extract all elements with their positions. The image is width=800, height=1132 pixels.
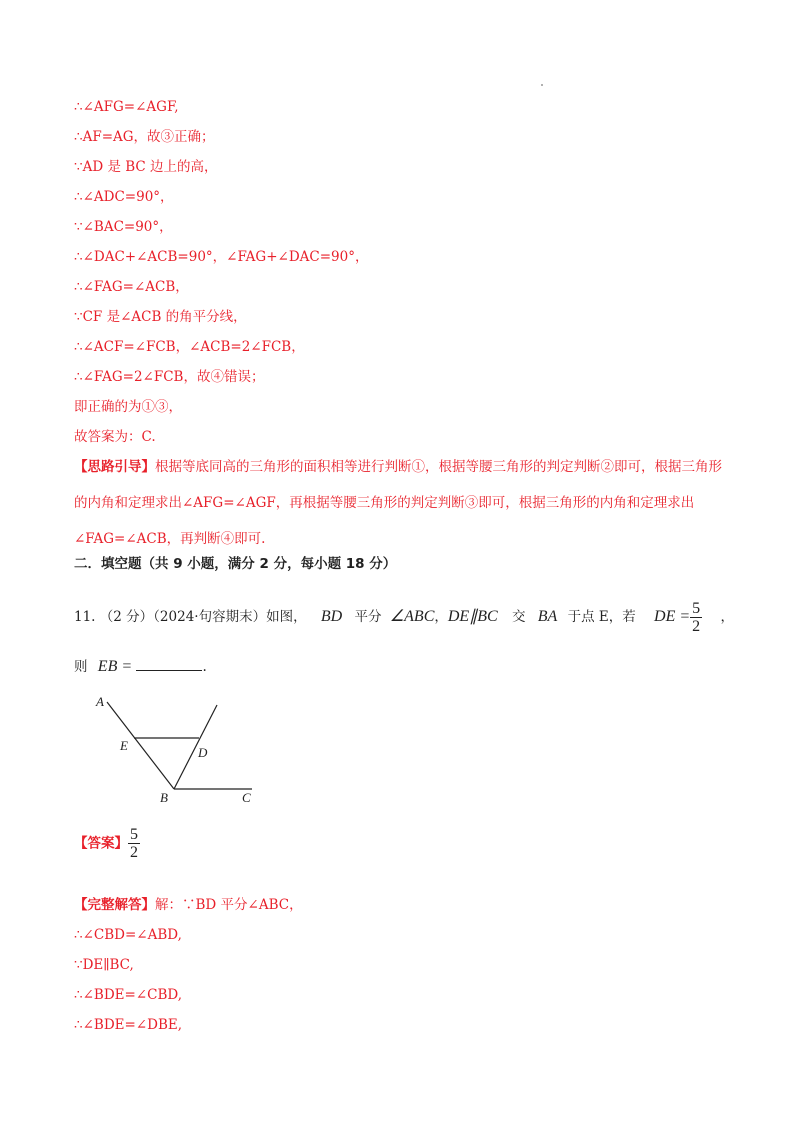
section-heading: 二．填空题（共 9 小题，满分 2 分，每小题 18 分） — [74, 556, 397, 572]
math-de: DE = — [654, 608, 691, 625]
page-mark — [541, 84, 543, 86]
question-score: （2 分） — [99, 609, 154, 625]
answer-blank — [136, 656, 202, 671]
question-text: 交 — [511, 609, 526, 625]
question-text: 如图， — [266, 609, 307, 625]
solution-line: ∵CF 是∠ACB 的角平分线， — [74, 309, 247, 325]
math-eb: EB = — [97, 658, 133, 675]
solution-line: 故答案为：C. — [74, 429, 156, 445]
ray-bd — [174, 705, 217, 789]
solution-line: ∴AF=AG，故③正确； — [74, 129, 215, 145]
hint-paragraph — [74, 449, 734, 557]
solution-line: ∴∠BDE=∠CBD, — [74, 987, 183, 1003]
math-ba: BA — [537, 608, 558, 625]
label-b: B — [160, 790, 168, 805]
solution-line: ∴∠BDE=∠DBE, — [74, 1017, 183, 1033]
question-comma: ， — [434, 609, 448, 625]
fraction-numerator: 5 — [130, 826, 138, 843]
question-source: （2024·句容期末） — [153, 609, 267, 625]
label-e: E — [120, 738, 128, 753]
math-parallel: DE∥BC — [447, 608, 498, 625]
question-text: 平分 — [354, 609, 382, 625]
solution-line: ∵AD 是 BC 边上的高， — [74, 159, 218, 175]
label-c: C — [242, 790, 251, 805]
solution-line: ∴∠CBD=∠ABD, — [74, 927, 182, 943]
question-11-line2 — [74, 656, 207, 676]
solution-line: ∵∠BAC=90°， — [74, 219, 173, 235]
geometry-figure — [90, 690, 270, 810]
question-text: 于点 E，若 — [567, 609, 636, 625]
math-angle: ∠ABC — [389, 608, 435, 625]
solution-line: ∵DE∥BC, — [74, 957, 134, 973]
fraction-denominator: 2 — [130, 844, 138, 861]
label-a: A — [96, 694, 104, 709]
answer-fraction — [128, 826, 140, 861]
fraction-de — [690, 600, 702, 635]
question-text: ， — [720, 609, 734, 625]
hint-text: 根据等底同高的三角形的面积相等进行判断①，根据等腰三角形的判定判断②即可，根据三角形的内角和定理求出∠AFG=∠AGF，再根据等腰三角形的判定判断③即可，根据三角形的内角和定理求出∠FAG=∠ACB，再判断④即可. — [74, 459, 722, 547]
full-solution-text: 解：∵BD 平分∠ABC， — [155, 897, 303, 913]
segment-ab — [107, 702, 174, 789]
solution-line: ∴∠FAG=∠ACB， — [74, 279, 189, 295]
solution-line: ∴∠AFG=∠AGF, — [74, 99, 179, 115]
math-bd: BD — [320, 608, 343, 625]
hint-tag: 【思路引导】 — [74, 459, 155, 475]
fraction-numerator: 5 — [692, 600, 701, 617]
fraction-denominator: 2 — [692, 618, 701, 635]
label-d: D — [198, 745, 208, 760]
question-text: . — [202, 659, 207, 675]
question-text: 则 — [74, 659, 88, 675]
full-solution-tag: 【完整解答】 — [74, 897, 155, 913]
full-solution-first — [74, 896, 303, 914]
answer-line — [74, 824, 140, 863]
answer-tag: 【答案】 — [74, 835, 128, 852]
solution-line: ∴∠ACF=∠FCB，∠ACB=2∠FCB， — [74, 339, 305, 355]
solution-line: ∴∠DAC+∠ACB=90°，∠FAG+∠DAC=90°， — [74, 249, 369, 265]
solution-line: 即正确的为①③， — [74, 399, 182, 415]
solution-line: ∴∠ADC=90°， — [74, 189, 174, 205]
solution-line: ∴∠FAG=2∠FCB，故④错误； — [74, 369, 265, 385]
question-11 — [74, 597, 734, 637]
question-number: 11. — [74, 609, 96, 625]
